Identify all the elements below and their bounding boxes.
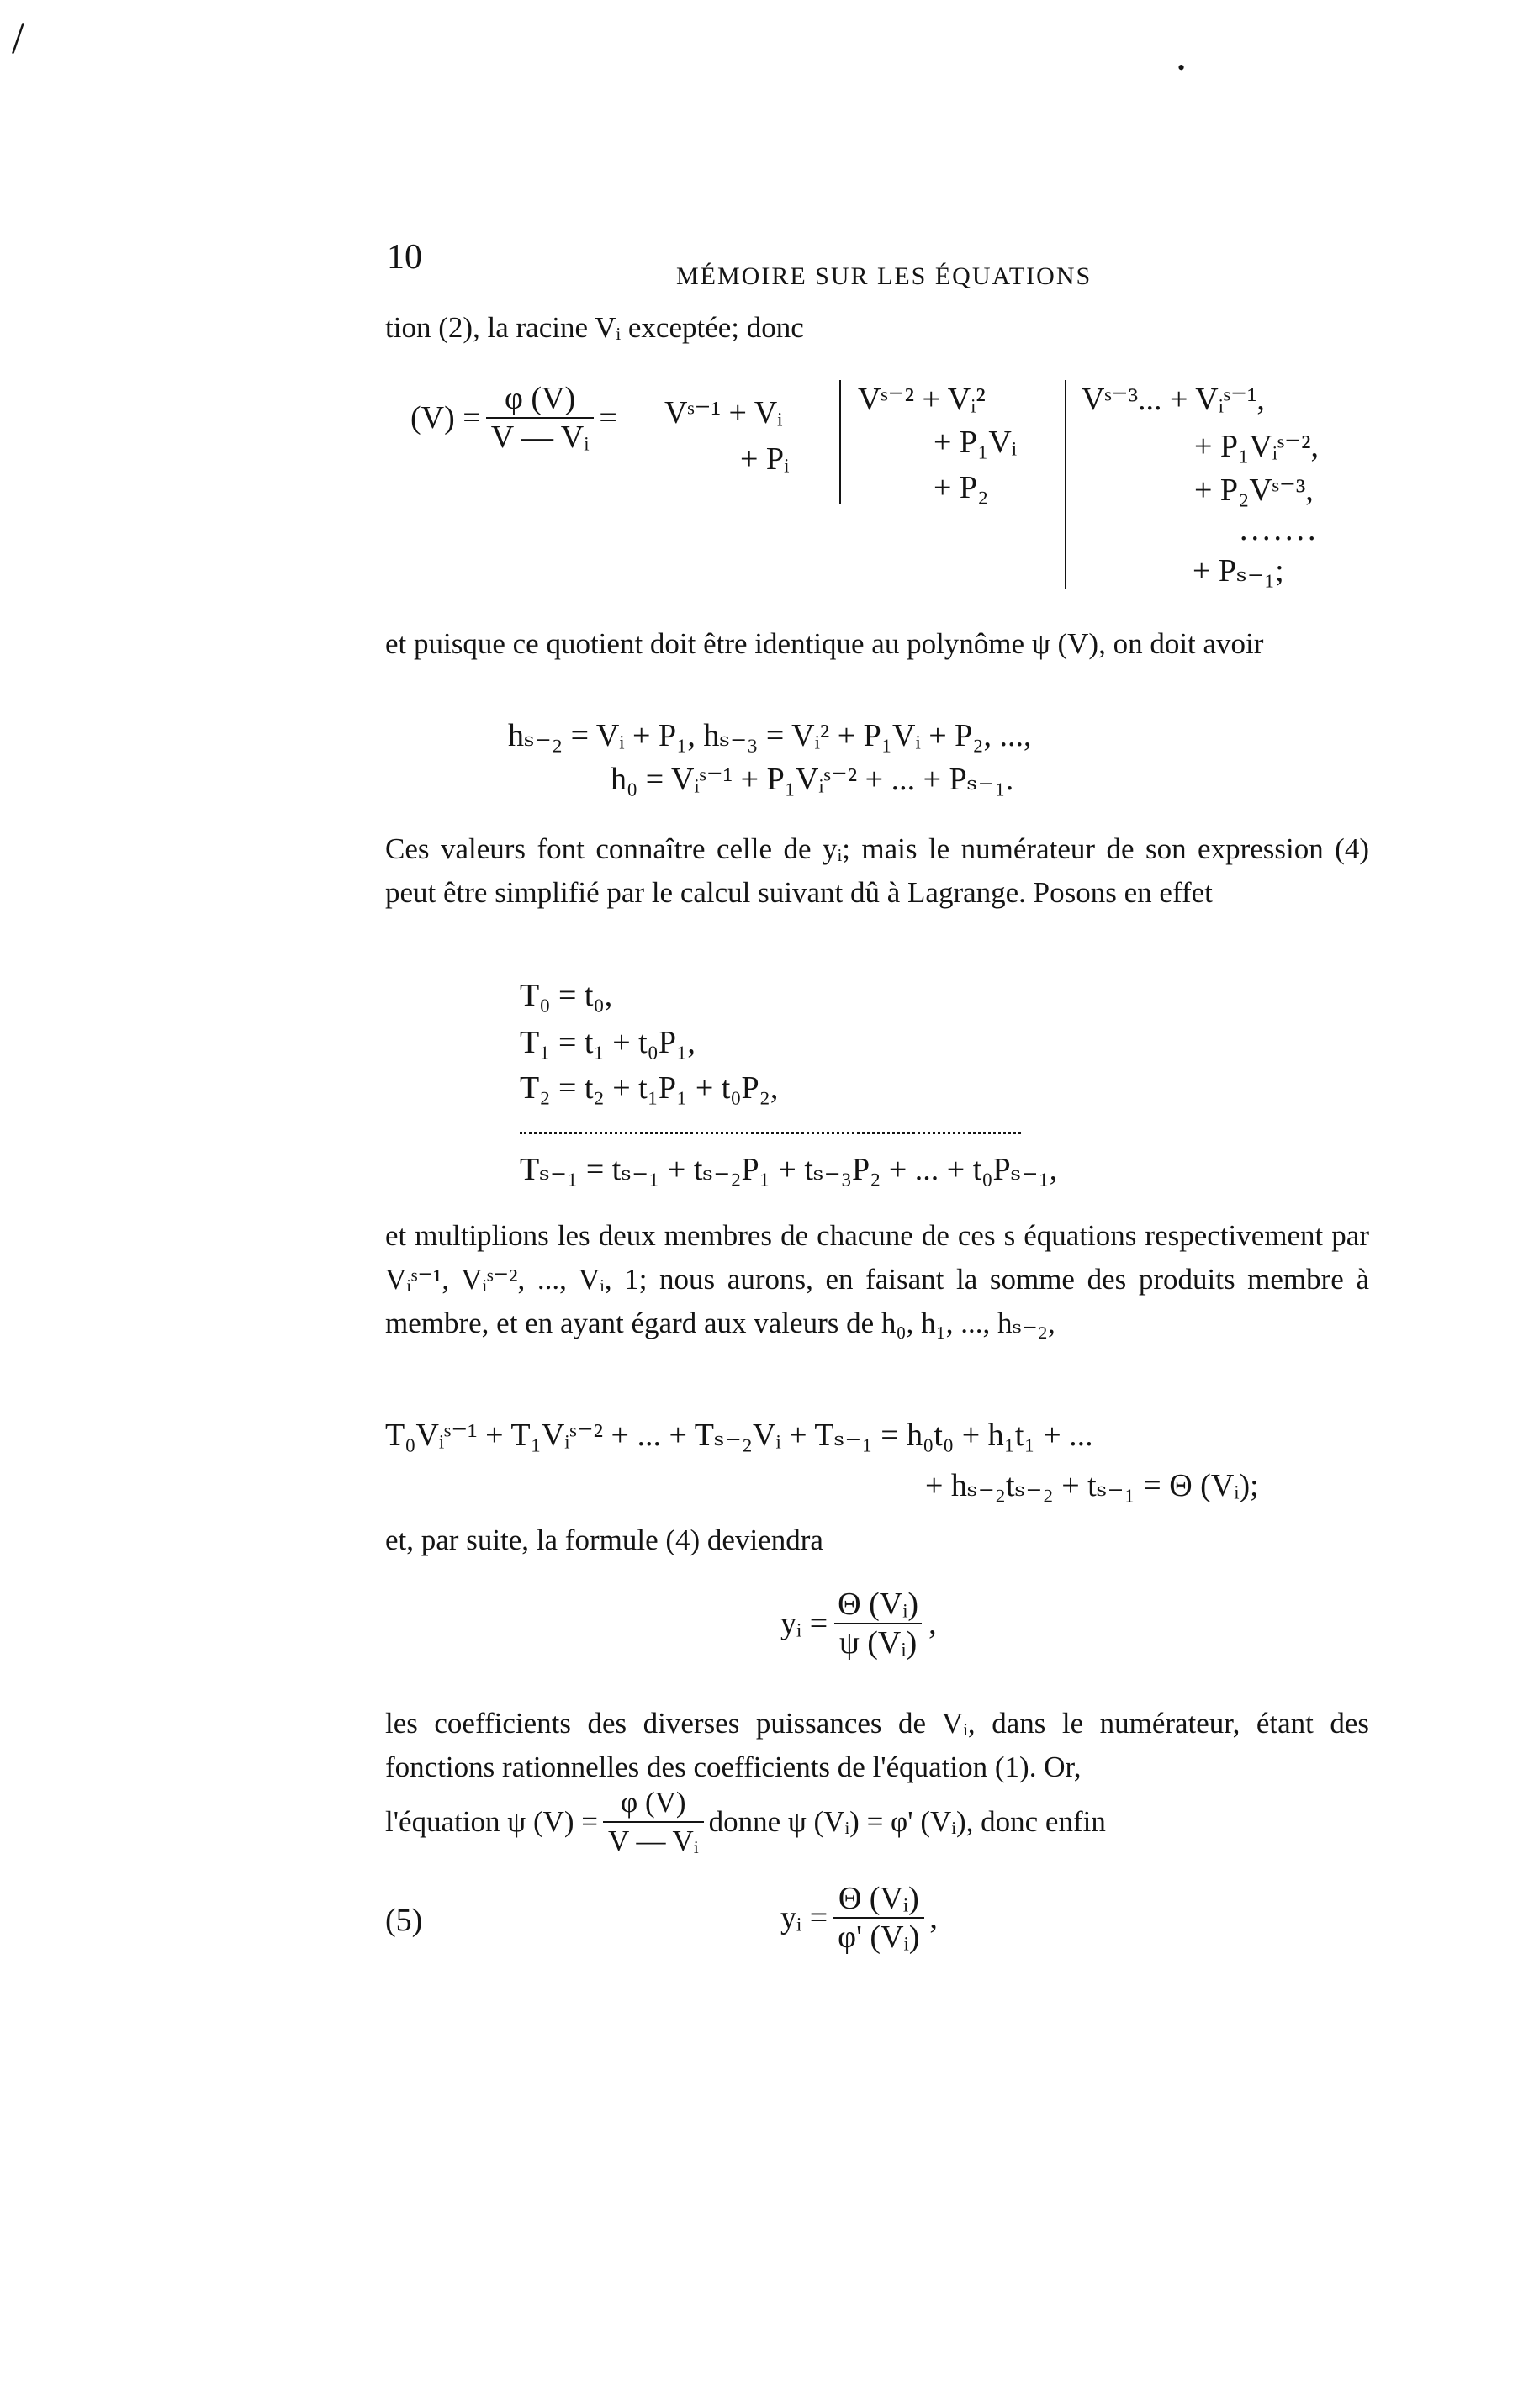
formula-5-fraction [833, 1882, 924, 1954]
t-system-line-1: T₁ = t₁ + t₀P₁, [520, 1025, 696, 1060]
equation-number-5: (5) [385, 1903, 423, 1938]
division-fraction-num: φ (V) [504, 381, 576, 416]
division-col3-dots: ....... [1240, 512, 1320, 547]
division-lhs [410, 382, 617, 454]
t-system-dots [520, 1132, 1021, 1134]
h-values-line-1: hₛ₋₂ = Vᵢ + P₁, hₛ₋₃ = Vᵢ² + P₁Vᵢ + P₂, ..., [508, 718, 1032, 753]
paragraph-3: Ces valeurs font connaître celle de yᵢ; mais le numérateur de son expression (4) peut être simplifié par le calcul suivant dû à Lagrange. Posons en effet [385, 832, 1369, 909]
division-col2-row3: + P₂ [934, 470, 989, 505]
formula-5-num: Θ (Vᵢ) [838, 1881, 919, 1916]
running-head: MÉMOIRE SUR LES ÉQUATIONS [676, 262, 1092, 290]
division-col3-row2: + P₁Vᵢˢ⁻², [1194, 429, 1319, 464]
formula-5 [780, 1882, 938, 1954]
paragraph-1: tion (2), la racine Vᵢ exceptée; donc [385, 311, 804, 344]
division-separator-1 [839, 380, 841, 504]
t-system-line-2: T₂ = t₂ + t₁P₁ + t₀P₂, [520, 1070, 779, 1106]
division-col2-row1: Vˢ⁻² + Vᵢ² [858, 382, 986, 417]
formula-5-lhs: yᵢ = [780, 1900, 828, 1935]
t-system-line-last: Tₛ₋₁ = tₛ₋₁ + tₛ₋₂P₁ + tₛ₋₃P₂ + ... + t₀Pₛ₋₁, [520, 1152, 1058, 1187]
sum-line-1: T₀Vᵢˢ⁻¹ + T₁Vᵢˢ⁻² + ... + Tₛ₋₂Vᵢ + Tₛ₋₁ = h₀t₀ + h₁t₁ + ... [385, 1418, 1093, 1453]
formula-y-psi-den: ψ (Vᵢ) [834, 1623, 922, 1660]
h-values-line-2: h₀ = Vᵢˢ⁻¹ + P₁Vᵢˢ⁻² + ... + Pₛ₋₁. [611, 762, 1014, 797]
division-col3-row3: + P₂Vˢ⁻³, [1194, 473, 1314, 508]
margin-stroke: / [12, 13, 25, 63]
division-col2-row2: + P₁Vᵢ [934, 425, 1017, 460]
psi-definition-lead: l'équation ψ (V) = [385, 1805, 599, 1838]
division-col1-row2: + Pᵢ [740, 441, 790, 477]
division-col3-row1: Vˢ⁻³... + Vᵢˢ⁻¹, [1082, 382, 1265, 417]
division-separator-2 [1065, 380, 1066, 589]
page-number: 10 [387, 238, 422, 277]
division-col3-row5: + Pₛ₋₁; [1193, 553, 1284, 589]
paragraph-2: et puisque ce quotient doit être identique au polynôme ψ (V), on doit avoir [385, 627, 1264, 660]
formula-y-psi-num: Θ (Vᵢ) [838, 1587, 919, 1622]
sum-line-2: + hₛ₋₂tₛ₋₂ + tₛ₋₁ = Θ (Vᵢ); [925, 1468, 1259, 1503]
paragraph-4: et multiplions les deux membres de chacune de ces s équations respectivement par Vᵢˢ⁻¹, Vᵢˢ⁻², ..., Vᵢ, 1; nous aurons, en faisant la somme des produits membre à membre, et en ayant égard aux valeurs de h₀, h₁, ..., hₛ₋₂, [385, 1219, 1369, 1339]
division-eq: = [599, 400, 617, 436]
psi-definition-tail: donne ψ (Vᵢ) = φ' (Vᵢ), donc enfin [708, 1805, 1106, 1838]
formula-y-psi-tail: , [928, 1606, 937, 1641]
formula-5-den: φ' (Vᵢ) [833, 1917, 924, 1954]
paragraph-6: les coefficients des diverses puissances de Vᵢ, dans le numérateur, étant des fonctions rationnelles des coefficients de l'équation (1). Or, [385, 1707, 1369, 1783]
formula-y-psi-lhs: yᵢ = [780, 1606, 828, 1641]
psi-fraction [603, 1786, 704, 1858]
formula-5-tail: , [929, 1900, 938, 1935]
ink-spot: • [1177, 55, 1186, 80]
psi-definition-line [385, 1786, 1106, 1858]
formula-y-psi-fraction [833, 1587, 923, 1660]
division-lhs-label: (V) = [410, 400, 481, 436]
psi-fraction-den: V — Vᵢ [603, 1821, 704, 1858]
division-col1-row1: Vˢ⁻¹ + Vᵢ [664, 395, 783, 430]
psi-fraction-num: φ (V) [621, 1786, 686, 1819]
formula-y-psi [780, 1587, 937, 1660]
paragraph-5: et, par suite, la formule (4) deviendra [385, 1523, 823, 1556]
t-system-line-0: T₀ = t₀, [520, 978, 613, 1013]
division-fraction-den: V — Vᵢ [486, 417, 595, 454]
division-fraction [486, 382, 595, 454]
